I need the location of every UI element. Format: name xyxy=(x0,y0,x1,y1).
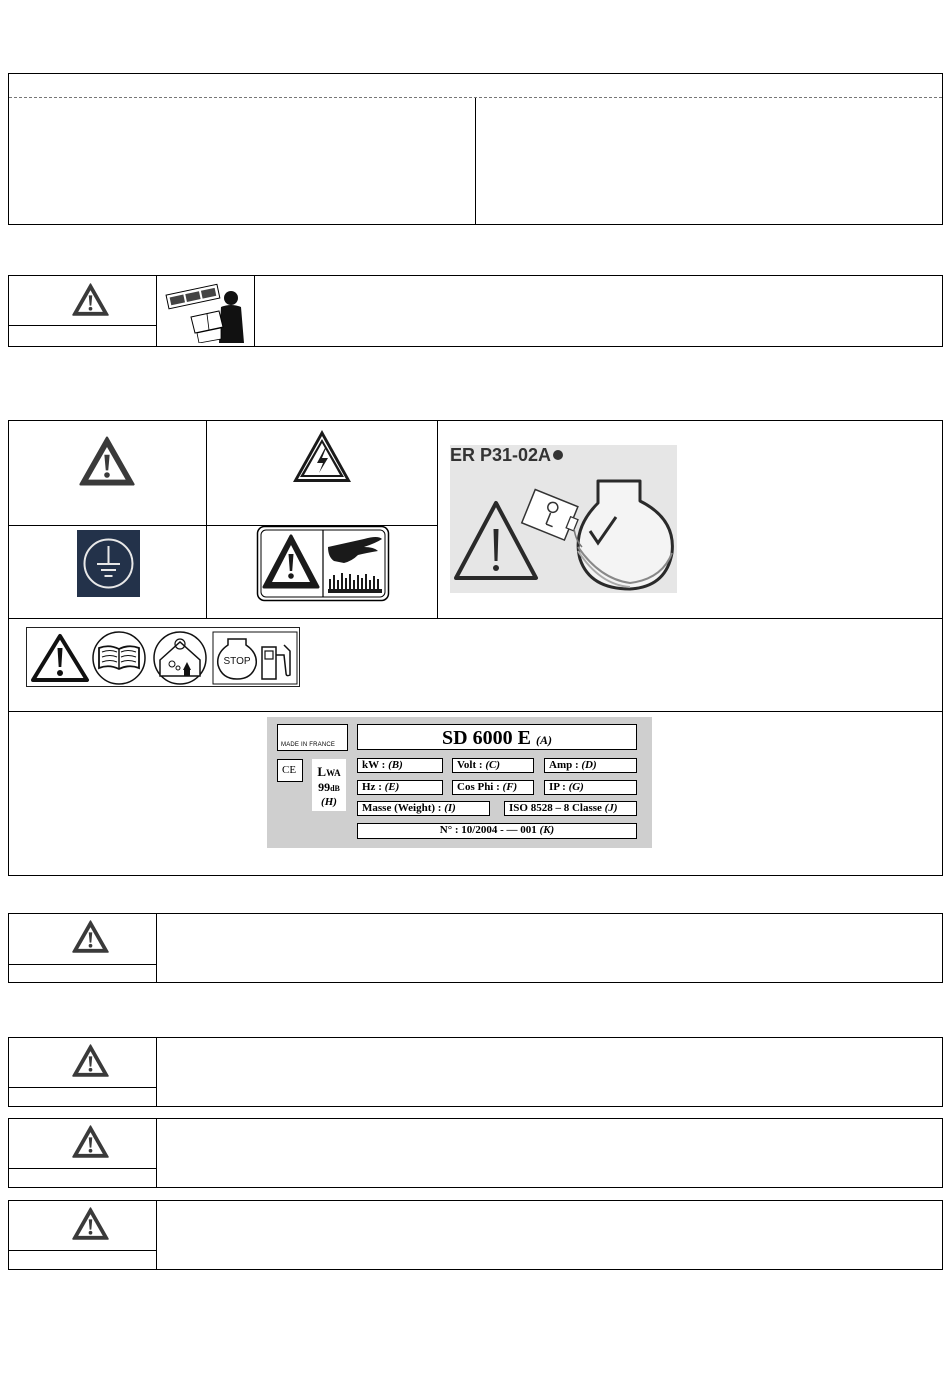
plate-cosphi: Cos Phi : (F) xyxy=(452,780,534,795)
warning-table-2 xyxy=(8,1037,943,1107)
svg-text:STOP: STOP xyxy=(223,656,251,667)
oil-level-icon xyxy=(450,467,677,593)
plate-sound-power: LWA 99dB (H) xyxy=(311,758,347,812)
hot-surface-icon xyxy=(256,525,390,602)
warning-triangle-icon xyxy=(72,283,109,316)
plate-serial: N° : 10/2004 - –– 001 (K) xyxy=(357,823,637,839)
top-table-column-divider xyxy=(475,98,476,225)
plate-model: SD 6000 E (A) xyxy=(357,724,637,750)
read-manual-table xyxy=(8,275,943,347)
plate-masse: Masse (Weight) : (I) xyxy=(357,801,490,816)
oil-label-code: ER P31-02A xyxy=(450,445,563,466)
stop-engine-refuel-icon xyxy=(212,631,298,685)
symbols-table xyxy=(8,420,943,876)
plate-ce-mark: CE xyxy=(277,759,303,782)
warning-triangle-icon xyxy=(79,436,135,486)
warning-table-3 xyxy=(8,1118,943,1188)
plate-hz: Hz : (E) xyxy=(357,780,443,795)
electric-hazard-icon xyxy=(291,428,353,484)
top-table xyxy=(8,73,943,225)
warning-triangle-icon xyxy=(30,633,90,683)
exhaust-gas-icon xyxy=(150,630,210,686)
plate-made-in: MADE IN FRANCE xyxy=(277,724,348,751)
plate-kw: kW : (B) xyxy=(357,758,443,773)
warning-table-4 xyxy=(8,1200,943,1270)
warning-triangle-icon xyxy=(72,1207,109,1240)
oil-level-label xyxy=(450,445,677,593)
rating-plate xyxy=(267,717,652,848)
warning-table-1 xyxy=(8,913,943,983)
safety-pictogram-strip xyxy=(26,627,300,687)
plate-ip: IP : (G) xyxy=(544,780,637,795)
person-reading-manual-icon xyxy=(161,281,251,343)
plate-volt: Volt : (C) xyxy=(452,758,534,773)
warning-triangle-icon xyxy=(72,1125,109,1158)
read-manual-icon xyxy=(89,630,149,686)
warning-triangle-icon xyxy=(72,1044,109,1077)
warning-triangle-icon xyxy=(72,920,109,953)
earth-ground-icon xyxy=(77,530,140,597)
plate-amp: Amp : (D) xyxy=(544,758,637,773)
plate-iso: ISO 8528 – 8 Classe (J) xyxy=(504,801,637,816)
